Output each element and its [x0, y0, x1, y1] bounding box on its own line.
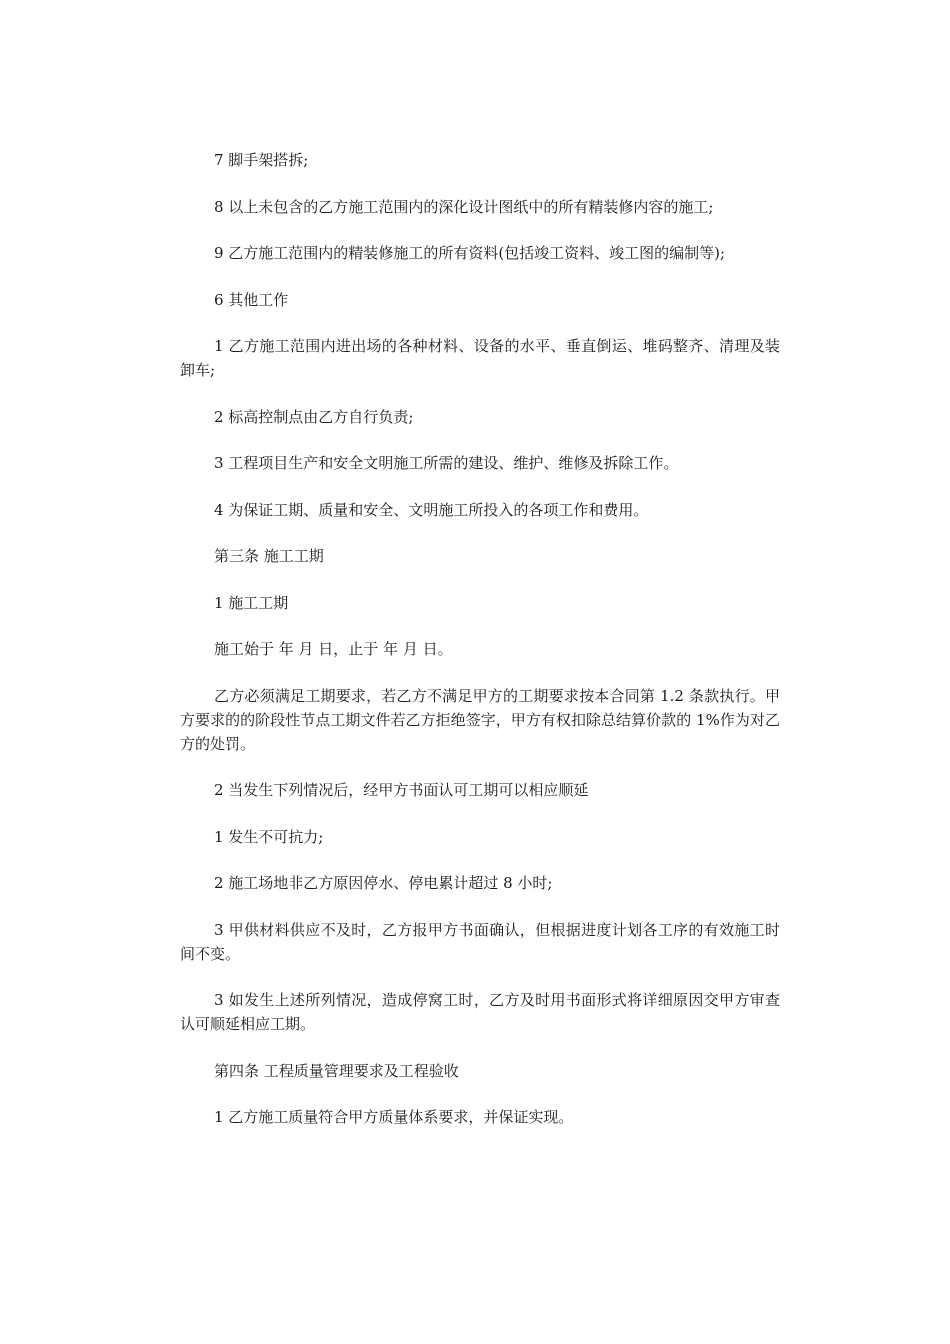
- section-other-work: 6 其他工作: [214, 290, 289, 309]
- item-material-handling: 1 乙方施工范围内进出场的各种材料、设备的水平、垂直倒运、堆码整齐、清理及装卸车;: [180, 337, 780, 379]
- item-delay-notification: 3 如发生上述所列情况，造成停窝工时，乙方及时用书面形式将详细原因交甲方审查认可顺延相应工期。: [180, 991, 780, 1033]
- item-utility-outage: 2 施工场地非乙方原因停水、停电累计超过 8 小时;: [214, 874, 553, 892]
- article-three-heading: 第三条 施工工期: [214, 547, 324, 565]
- item-elevation-control: 2 标高控制点由乙方自行负责;: [214, 407, 414, 426]
- construction-dates: 施工始于 年 月 日，止于 年 月 日。: [214, 640, 453, 658]
- item-schedule-quality-costs: 4 为保证工期、质量和安全、文明施工所投入的各项工作和费用。: [214, 500, 649, 519]
- item-scaffolding: 7 脚手架搭拆;: [214, 151, 309, 169]
- item-safety-works: 3 工程项目生产和安全文明施工所需的建设、维护、维修及拆除工作。: [214, 454, 679, 472]
- item-quality-requirement: 1 乙方施工质量符合甲方质量体系要求，并保证实现。: [214, 1108, 574, 1126]
- document-page: [180, 148, 780, 1152]
- article-four-heading: 第四条 工程质量管理要求及工程验收: [214, 1061, 459, 1080]
- subsection-extension-conditions: 2 当发生下列情况后，经甲方书面认可工期可以相应顺延: [214, 781, 589, 799]
- item-force-majeure: 1 发生不可抗力;: [214, 827, 324, 846]
- item-construction-documents: 9 乙方施工范围内的精装修施工的所有资料(包括竣工资料、竣工图的编制等);: [214, 244, 726, 262]
- subsection-construction-period: 1 施工工期: [214, 593, 289, 612]
- item-material-supply-delay: 3 甲供材料供应不及时，乙方报甲方书面确认，但根据进度计划各工序的有效施工时间不变。: [180, 920, 780, 963]
- item-finishing-works: 8 以上未包含的乙方施工范围内的深化设计图纸中的所有精装修内容的施工;: [214, 197, 714, 216]
- schedule-requirement-paragraph: 乙方必须满足工期要求，若乙方不满足甲方的工期要求按本合同第 1.2 条款执行。甲方要求的的阶段性节点工期文件若乙方拒绝签字，甲方有权扣除总结算价款的 1%作为对乙方的处罚。: [180, 686, 780, 753]
